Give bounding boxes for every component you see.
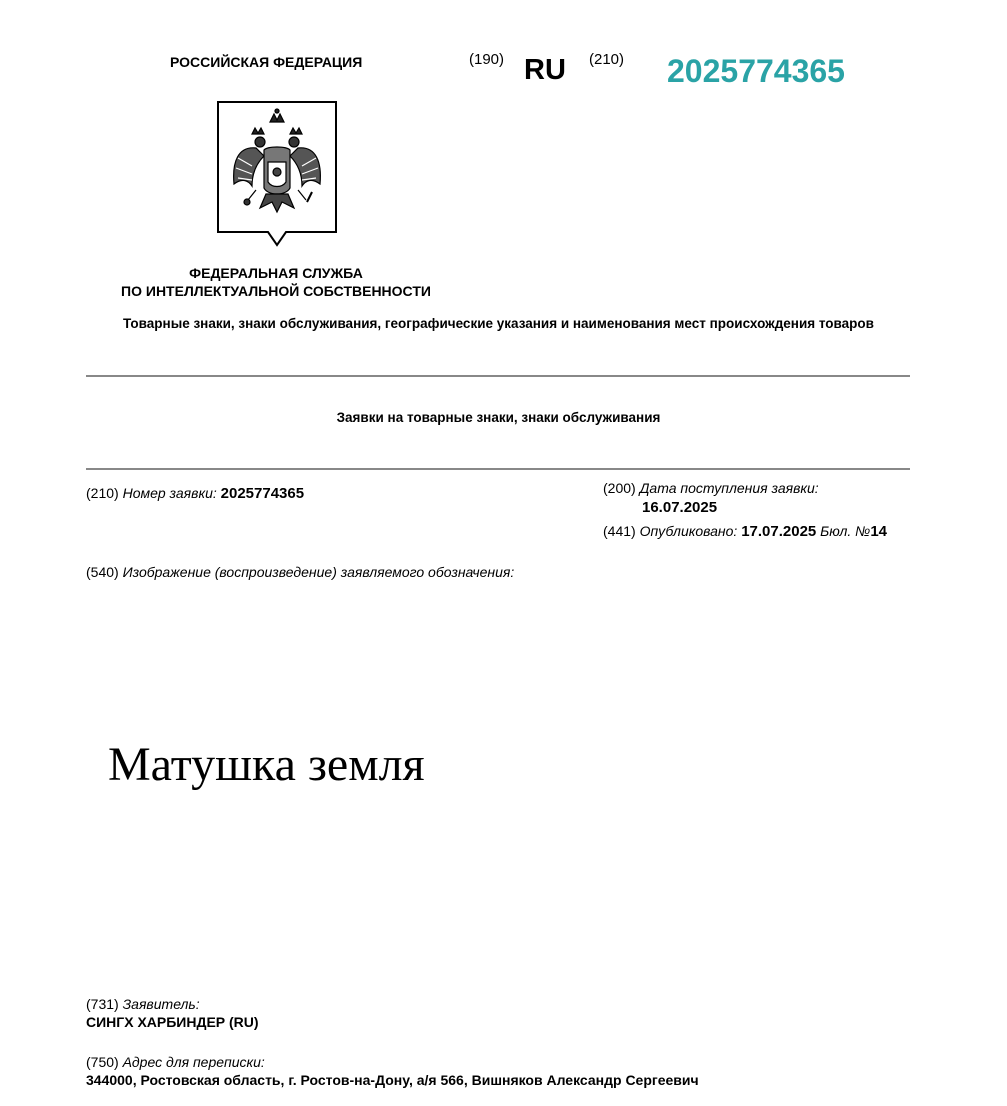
code-210-header: (210) bbox=[589, 51, 625, 68]
field-label: Изображение (воспроизведение) заявляемого обозначения: bbox=[122, 564, 515, 580]
field-label: Номер заявки: bbox=[122, 485, 217, 501]
field-image bbox=[86, 563, 514, 581]
bulletin-label: Бюл. № bbox=[820, 523, 871, 539]
divider-bottom bbox=[86, 468, 910, 470]
field-published bbox=[603, 522, 887, 541]
field-code: (750) bbox=[86, 1054, 119, 1070]
address-value: 344000, Ростовская область, г. Ростов-на-Дону, а/я 566, Вишняков Александр Сергеевич bbox=[86, 1072, 699, 1088]
country-code: RU bbox=[524, 54, 566, 86]
published-date: 17.07.2025 bbox=[741, 523, 817, 540]
field-code: (731) bbox=[86, 996, 119, 1012]
receipt-date-value: 16.07.2025 bbox=[642, 499, 718, 516]
agency-line-2: ПО ИНТЕЛЛЕКТУАЛЬНОЙ СОБСТВЕННОСТИ bbox=[121, 283, 431, 299]
field-receipt-date bbox=[603, 479, 819, 497]
coat-of-arms-emblem bbox=[216, 100, 338, 248]
field-label: Заявитель: bbox=[122, 996, 200, 1012]
trademark-wordmark: Матушка земля bbox=[108, 738, 425, 791]
field-code: (441) bbox=[603, 523, 636, 539]
section-title: Заявки на товарные знаки, знаки обслуживания bbox=[336, 410, 661, 425]
field-address bbox=[86, 1053, 699, 1089]
divider-top bbox=[86, 375, 910, 377]
register-subtitle: Товарные знаки, знаки обслуживания, географические указания и наименования мест происхождения товаров bbox=[123, 316, 874, 331]
agency-line-1: ФЕДЕРАЛЬНАЯ СЛУЖБА bbox=[189, 265, 363, 281]
field-label: Адрес для переписки: bbox=[122, 1054, 265, 1070]
applicant-name: СИНГХ ХАРБИНДЕР (RU) bbox=[86, 1014, 259, 1030]
application-number-header: 2025774365 bbox=[667, 53, 845, 89]
field-applicant bbox=[86, 995, 259, 1031]
field-code: (200) bbox=[603, 480, 636, 496]
country-name: РОССИЙСКАЯ ФЕДЕРАЦИЯ bbox=[170, 54, 363, 70]
field-application-number bbox=[86, 484, 304, 503]
bulletin-number: 14 bbox=[870, 523, 888, 540]
agency-name bbox=[100, 264, 452, 300]
field-label: Дата поступления заявки: bbox=[639, 480, 819, 496]
code-190: (190) bbox=[469, 51, 505, 68]
field-value: 2025774365 bbox=[220, 485, 305, 502]
field-code: (210) bbox=[86, 485, 119, 501]
field-code: (540) bbox=[86, 564, 119, 580]
field-label: Опубликовано: bbox=[639, 523, 738, 539]
